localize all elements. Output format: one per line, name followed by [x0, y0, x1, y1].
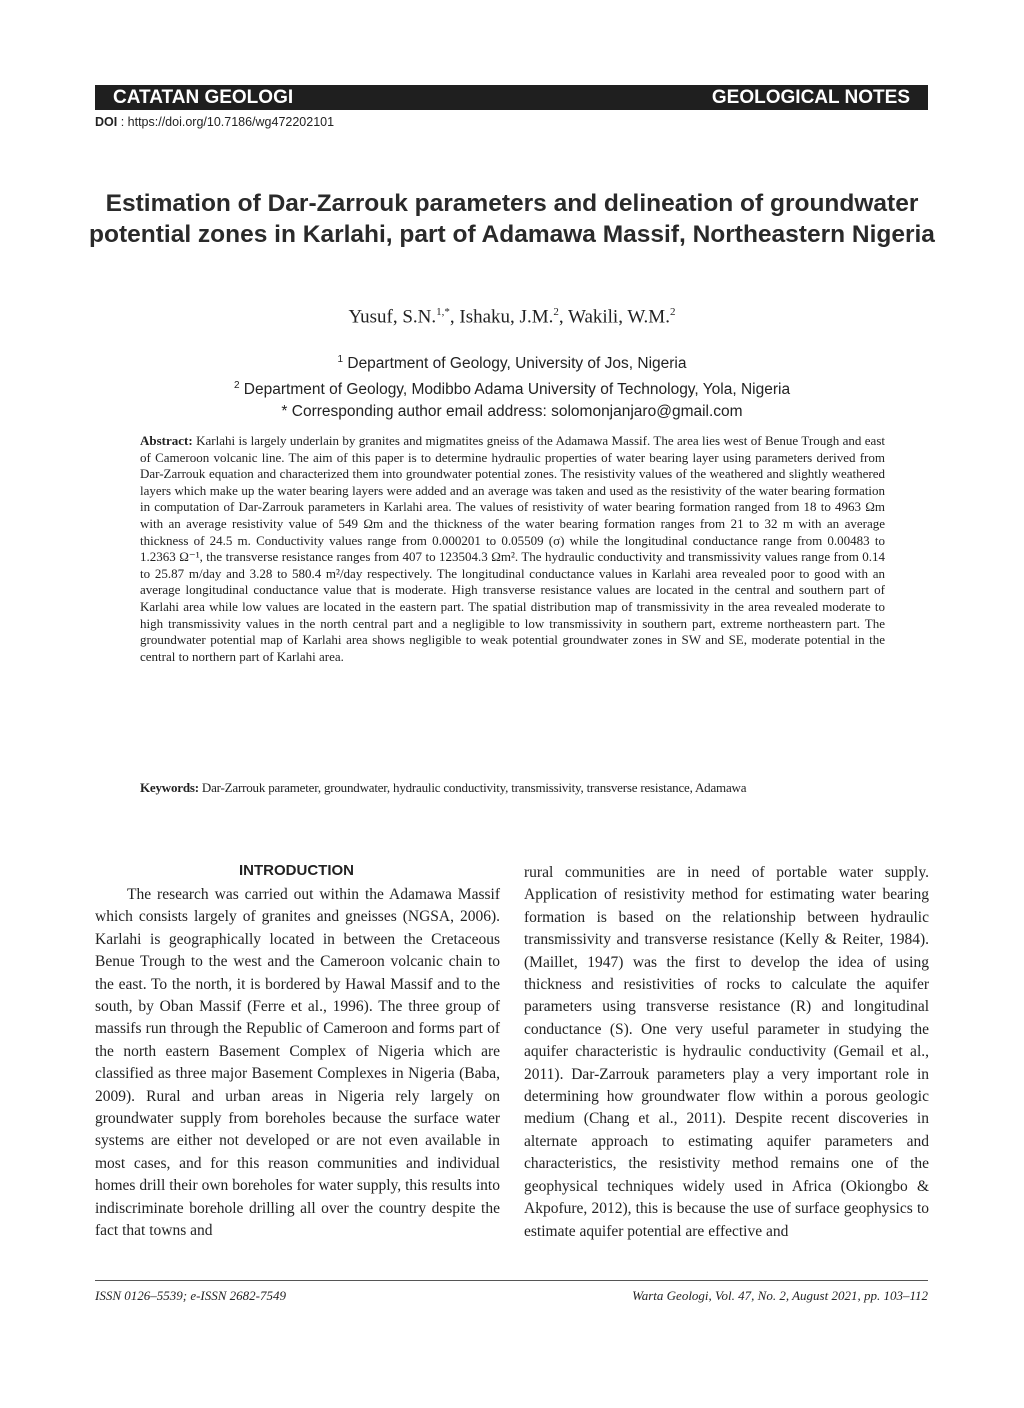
footer-divider — [95, 1280, 928, 1281]
keywords-text: Dar-Zarrouk parameter, groundwater, hydraulic conductivity, transmissivity, transverse resistance, Adamawa — [201, 780, 747, 795]
author-affiliation-marker: 2 — [553, 306, 559, 318]
author-name: Yusuf, S.N. — [348, 306, 437, 328]
doi-link[interactable]: : https://doi.org/10.7186/wg472202101 — [117, 115, 335, 129]
keywords — [140, 780, 900, 796]
affiliations — [0, 349, 1024, 423]
page-footer — [95, 1288, 928, 1304]
author-affiliation-marker: 1,* — [436, 306, 450, 318]
corresponding-author-line: * Corresponding author email address: solomonjanjaro@gmail.com — [281, 403, 743, 421]
author-name: Ishaku, J.M. — [459, 306, 554, 328]
doi-line — [95, 115, 334, 129]
section-label-english: GEOLOGICAL NOTES — [711, 86, 910, 108]
keywords-label: Keywords: — [140, 780, 199, 795]
introduction-left-column: The research was carried out within the Adamawa Massif which consists largely of granites and gneisses (NGSA, 2006). Karlahi is geographically located in between the Cretaceous Benue Trough to the west and the Cameroon volcanic chain to the east. To the north, it is bordered by Hawal Massif and to the south, by Oban Massif (Ferre et al., 1996). The three group of massifs run through the Republic of Cameroon and forms part of the north eastern Basement Complex of Nigeria which are classified as three major Basement Complexes in Nigeria (Baba, 2009). Rural and urban areas in Nigeria rely largely on groundwater supply from boreholes because the surface water systems are either not developed or are not even available in most cases, and for this reason communities and individual homes drill their own boreholes for water supply, this results into indiscriminate borehole drilling all over the country despite the fact that towns and — [95, 886, 500, 1240]
introduction-heading: INTRODUCTION — [239, 862, 354, 879]
affiliation-line: $^1$ Department of Geology, University of Jos, Nigeria — [337, 354, 687, 373]
citation-text: Warta Geologi, Vol. 47, No. 2, August 2021, pp. 103–112 — [632, 1288, 928, 1303]
issn-text: ISSN 0126–5539; e-ISSN 2682-7549 — [95, 1288, 287, 1303]
paper-title: Estimation of Dar-Zarrouk parameters and delineation of groundwater potential zones in Karlahi, part of Adamawa Massif, Northeastern Nigeria — [89, 190, 935, 248]
author-list: Yusuf, S.N.$^{1,*}$, Ishaku, J.M.$^2$, Wakili, W.M.$^2$ — [348, 306, 676, 328]
author-name: Wakili, W.M. — [568, 306, 670, 328]
author-affiliation-marker: 2 — [669, 306, 676, 318]
abstract — [140, 433, 885, 665]
affiliation-line: $^2$ Department of Geology, Modibbo Adama University of Technology, Yola, Nigeria — [233, 380, 791, 399]
doi-prefix: DOI — [95, 115, 118, 129]
introduction-right-column: rural communities are in need of portable water supply. Application of resistivity method for estimating water bearing formation is based on the relationship between hydraulic transmissivity and transverse resistance (Kelly & Reiter, 1984). (Maillet, 1947) was the first to develop the idea of using thickness and resistivities of rocks to calculate the aquifer parameters using transverse resistance (R) and longitudinal conductance (S). One very useful parameter in studying the aquifer characteristic is hydraulic conductivity (Gemail et al., 2011). Dar-Zarrouk parameters play a very important role in determining how groundwater flow within a porous geologic medium (Chang et al., 2011). Despite recent discoveries in alternate approach to estimating aquifer parameters and characteristics, the resistivity method remains one of the geophysical techniques widely used in Africa (Okiongbo & Akpofure, 2012), this is because the use of surface geophysics to estimate aquifer potential are effective and — [524, 864, 929, 1240]
journal-section-banner — [95, 85, 928, 110]
abstract-text: Karlahi is largely underlain by granites and migmatites gneiss of the Adamawa Massif. The area lies west of Benue Trough and east of Cameroon volcanic line. The aim of this paper is to determine hydraulic properties of water bearing layer using parameters derived from Dar-Zarrouk equation and characterized them into groundwater potential zones. The resistivity values of the weathered and slightly weathered layers which make up the water bearing layers were added and an average was taken and used as the resistivity of the water bearing formation in computation of Dar-Zarrouk parameters in Karlahi area. The values of resistivity of water bearing formation ranged from 18 to 4963 Ωm with an average resistivity value of 549 Ωm and the thickness of the water bearing formation ranges from 21 to 32 m with an average thickness of 24.5 m. Conductivity values range from 0.000201 to 0.05509 (σ) while the longitudinal conductance range from 0.00483 to 1.2363 Ω⁻¹, the transverse resistance ranges from 407 to 123504.3 Ωm². The hydraulic conductivity and transmissivity values range from 0.14 to 25.87 m/day and 3.28 to 580.4 m²/day respectively. The longitudinal conductance values in Karlahi area revealed poor to good with an average longitudinal conductance value that is moderate. High transverse resistance values are located in the central and southern part of Karlahi area while low values are located in the eastern part. The spatial distribution map of transmissivity in the area revealed moderate to high transmissivity values in the north central part and a negligible to low transmissivity in southern part, extreme northeastern part. The groundwater potential map of Karlahi area shows negligible to weak potential groundwater zones in SW and SE, moderate potential in the central to northern part of Karlahi area. — [140, 433, 885, 664]
abstract-label: Abstract: — [140, 433, 193, 448]
section-label-malay: CATATAN GEOLOGI — [113, 86, 294, 108]
